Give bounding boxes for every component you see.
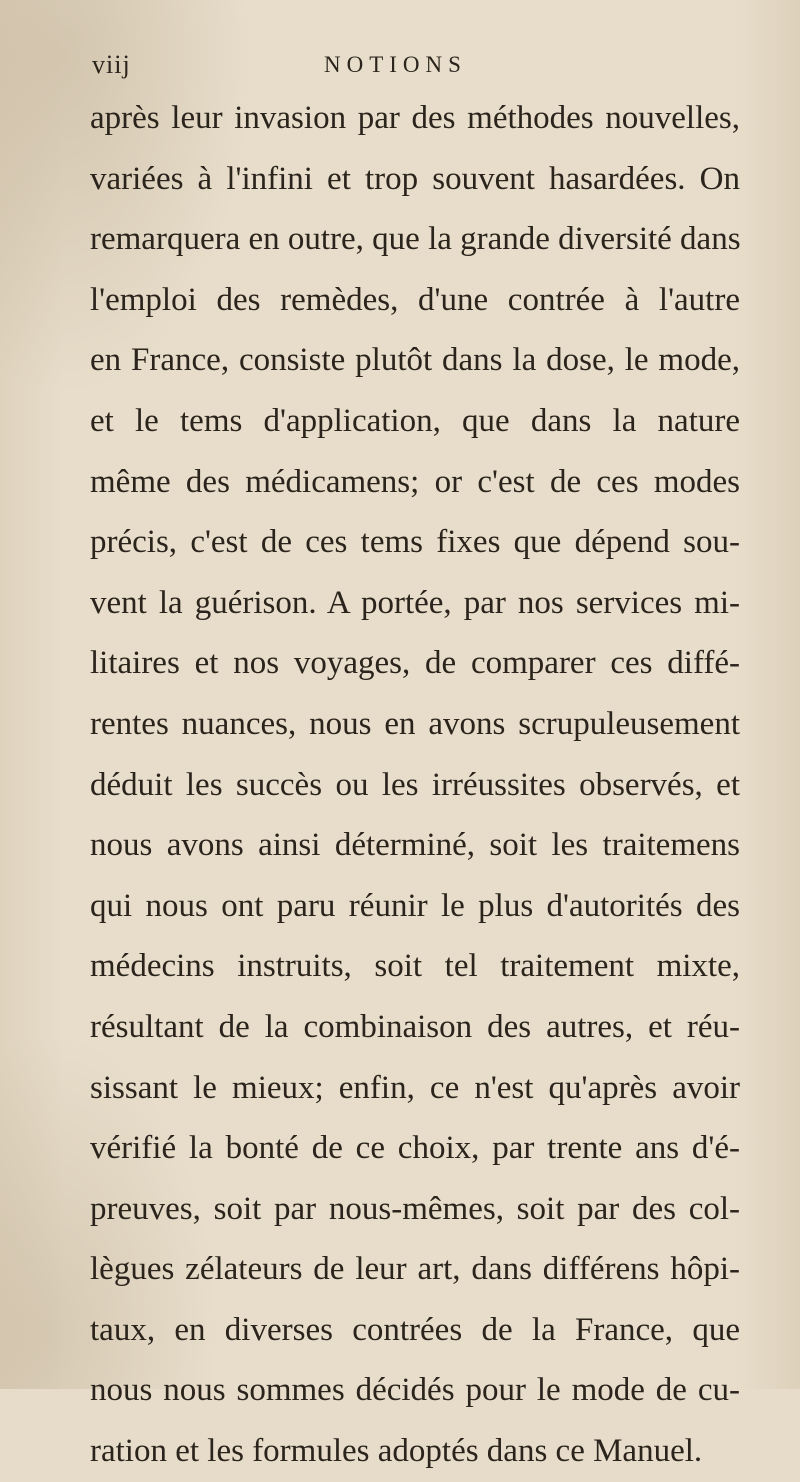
text-line: remarquera en outre, que la grande diversité dans — [90, 221, 741, 258]
text-line: déduit les succès ou les irréussites observés, et — [90, 766, 740, 803]
text-line: l'emploi des remèdes, d'une contrée à l'autre — [90, 281, 740, 318]
text-line: même des médicamens; or c'est de ces modes — [90, 463, 740, 500]
text-line: résultant de la combinaison des autres, et réu- — [90, 1008, 740, 1045]
body-text — [90, 88, 740, 1482]
text-line: rentes nuances, nous en avons scrupuleusement — [90, 705, 740, 742]
text-line: ration et les formules adoptés dans ce Manuel. — [90, 1433, 703, 1470]
text-line: nous nous sommes décidés pour le mode de cu- — [90, 1372, 740, 1409]
text-line: variées à l'infini et trop souvent hasardées. On — [90, 160, 740, 197]
text-line: taux, en diverses contrées de la France, que — [90, 1311, 740, 1348]
running-head — [92, 48, 752, 88]
text-line: après leur invasion par des méthodes nouvelles, — [90, 100, 740, 136]
running-title: NOTIONS — [324, 52, 467, 77]
page-number: viij — [92, 50, 131, 79]
text-line: précis, c'est de ces tems fixes que dépend sou- — [90, 524, 740, 561]
text-line: qui nous ont paru réunir le plus d'autorités des — [90, 887, 740, 924]
text-line: vérifié la bonté de ce choix, par trente ans d'é- — [90, 1130, 740, 1167]
text-line: et le tems d'application, que dans la nature — [90, 402, 740, 439]
text-line: sissant le mieux; enfin, ce n'est qu'après avoir — [90, 1069, 740, 1106]
text-line: nous avons ainsi déterminé, soit les traitemens — [90, 827, 740, 864]
text-line: médecins instruits, soit tel traitement mixte, — [90, 948, 740, 985]
text-line: vent la guérison. A portée, par nos services mi- — [90, 584, 740, 621]
text-line: en France, consiste plutôt dans la dose, le mode, — [90, 342, 740, 379]
text-line: lègues zélateurs de leur art, dans différens hôpi- — [90, 1251, 740, 1288]
text-line: litaires et nos voyages, de comparer ces diffé- — [90, 645, 740, 682]
text-line: preuves, soit par nous-mêmes, soit par des col- — [90, 1190, 740, 1227]
